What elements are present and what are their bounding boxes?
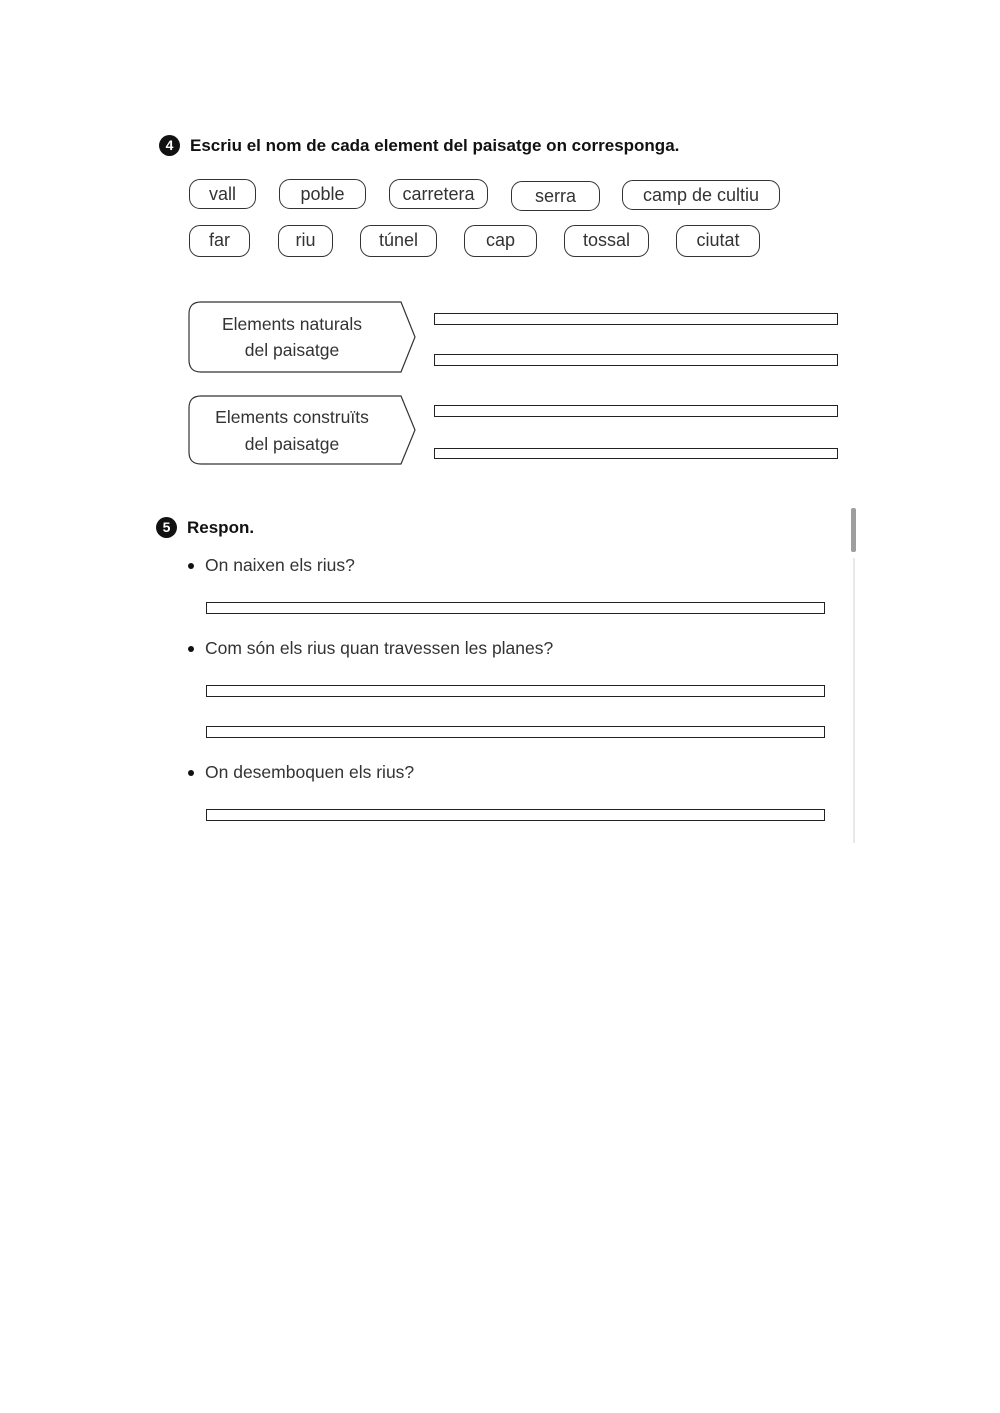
word-chip-riu[interactable]: riu (278, 225, 333, 257)
bullet-icon (188, 563, 194, 569)
category-label-natural-line1: Elements naturals (221, 314, 363, 334)
scrollbar-thumb[interactable] (851, 508, 856, 552)
exercise-4-number: 4 (159, 135, 180, 156)
word-chip-tunel[interactable]: túnel (360, 225, 437, 257)
word-chip-ciutat[interactable]: ciutat (676, 225, 760, 257)
word-chip-serra[interactable]: serra (511, 181, 600, 211)
answer-field-built-2[interactable] (434, 448, 838, 459)
question-3: On desemboquen els rius? (205, 762, 415, 782)
answer-field-q1[interactable] (206, 602, 825, 614)
word-chip-carretera[interactable]: carretera (389, 179, 488, 209)
answer-field-natural-2[interactable] (434, 354, 838, 366)
scrollbar-track[interactable] (853, 558, 855, 843)
exercise-4-title: Escriu el nom de cada element del paisatge on corresponga. (190, 136, 680, 155)
word-chip-camp-de-cultiu[interactable]: camp de cultiu (622, 180, 780, 210)
exercise-5-title: Respon. (187, 518, 255, 537)
question-1: On naixen els rius? (205, 555, 355, 575)
answer-field-built-1[interactable] (434, 405, 838, 417)
word-chip-far[interactable]: far (189, 225, 250, 257)
answer-field-natural-1[interactable] (434, 313, 838, 325)
word-chip-cap[interactable]: cap (464, 225, 537, 257)
word-chip-vall[interactable]: vall (189, 179, 256, 209)
word-chip-poble[interactable]: poble (279, 179, 366, 209)
answer-field-q2-line1[interactable] (206, 685, 825, 697)
answer-field-q3[interactable] (206, 809, 825, 821)
category-label-built-line2: del paisatge (244, 434, 340, 454)
bullet-icon (188, 646, 194, 652)
word-chip-tossal[interactable]: tossal (564, 225, 649, 257)
category-label-natural-line2: del paisatge (244, 340, 340, 360)
bullet-icon (188, 770, 194, 776)
category-label-built-line1: Elements construïts (215, 407, 369, 427)
answer-field-q2-line2[interactable] (206, 726, 825, 738)
exercise-5-number: 5 (156, 517, 177, 538)
question-2: Com són els rius quan travessen les planes? (205, 638, 554, 658)
